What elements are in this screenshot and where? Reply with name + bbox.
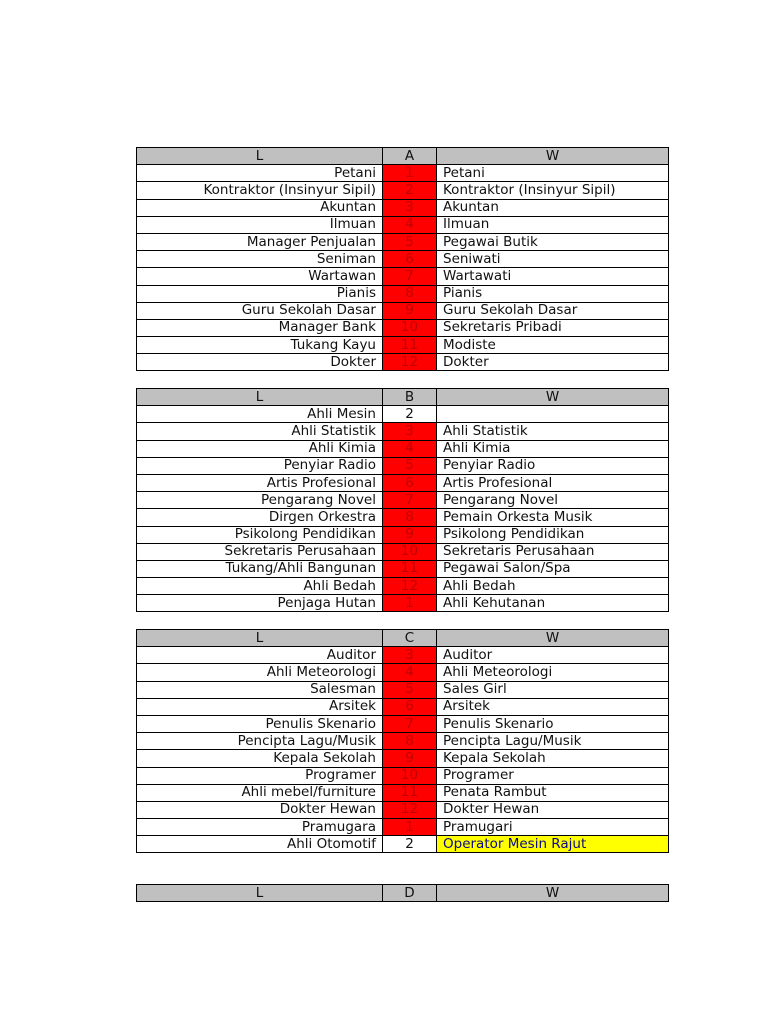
rank-cell[interactable]: 11 [383,784,437,801]
male-occupation-cell[interactable]: Pencipta Lagu/Musik [137,733,383,750]
rank-cell[interactable]: 8 [383,733,437,750]
male-occupation-cell[interactable]: Ahli Mesin [137,406,383,423]
table-row [137,423,669,440]
female-occupation-cell[interactable]: Dokter [437,354,669,371]
male-occupation-cell[interactable]: Tukang Kayu [137,337,383,354]
rank-cell[interactable]: 4 [383,664,437,681]
female-occupation-cell[interactable]: Kepala Sekolah [437,750,669,767]
rank-cell[interactable]: 9 [383,750,437,767]
table-row [137,165,669,182]
male-occupation-cell[interactable]: Ahli Statistik [137,423,383,440]
rank-cell[interactable]: 1 [383,819,437,836]
occupation-table [136,388,669,612]
female-occupation-cell[interactable]: Pemain Orkesta Musik [437,509,669,526]
male-occupation-cell[interactable]: Dirgen Orkestra [137,509,383,526]
female-occupation-cell[interactable]: Auditor [437,647,669,664]
female-occupation-cell[interactable]: Guru Sekolah Dasar [437,302,669,319]
male-occupation-cell[interactable]: Ahli Otomotif [137,836,383,853]
male-occupation-cell[interactable]: Arsitek [137,698,383,715]
table-row [137,647,669,664]
rank-cell[interactable]: 11 [383,337,437,354]
rank-cell[interactable]: 9 [383,302,437,319]
table-row [137,337,669,354]
header-l[interactable]: L [137,885,383,902]
table-row [137,836,669,853]
rank-cell[interactable]: 1 [383,165,437,182]
male-occupation-cell[interactable]: Ahli mebel/furniture [137,784,383,801]
male-occupation-cell[interactable]: Petani [137,165,383,182]
rank-cell[interactable]: 3 [383,199,437,216]
header-w[interactable]: W [437,148,669,165]
rank-cell[interactable]: 7 [383,268,437,285]
female-occupation-cell[interactable]: Wartawati [437,268,669,285]
rank-cell[interactable]: 2 [383,182,437,199]
table-row [137,543,669,560]
male-occupation-cell[interactable]: Dokter Hewan [137,801,383,818]
female-occupation-cell[interactable]: Ilmuan [437,216,669,233]
female-occupation-cell[interactable]: Sekretaris Pribadi [437,319,669,336]
table-header-row [137,885,669,902]
female-occupation-cell[interactable]: Artis Profesional [437,474,669,491]
male-occupation-cell[interactable]: Penyiar Radio [137,457,383,474]
table-row [137,750,669,767]
header-group[interactable]: A [383,148,437,165]
header-group[interactable]: D [383,885,437,902]
table-row [137,715,669,732]
rank-cell[interactable]: 12 [383,578,437,595]
female-occupation-cell[interactable]: Pengarang Novel [437,492,669,509]
rank-cell[interactable]: 2 [383,406,437,423]
table-row [137,492,669,509]
male-occupation-cell[interactable]: Auditor [137,647,383,664]
header-group[interactable]: B [383,389,437,406]
female-occupation-cell[interactable]: Ahli Statistik [437,423,669,440]
female-occupation-cell[interactable]: Pramugari [437,819,669,836]
rank-cell[interactable]: 10 [383,543,437,560]
female-occupation-cell[interactable]: Pianis [437,285,669,302]
table-row [137,406,669,423]
male-occupation-cell[interactable]: Guru Sekolah Dasar [137,302,383,319]
occupation-table [136,629,669,853]
table-row [137,681,669,698]
table-row [137,251,669,268]
male-occupation-cell[interactable]: Kontraktor (Insinyur Sipil) [137,182,383,199]
table-row [137,560,669,577]
male-occupation-cell[interactable]: Akuntan [137,199,383,216]
female-occupation-cell[interactable]: Akuntan [437,199,669,216]
female-occupation-cell[interactable]: Pegawai Butik [437,233,669,250]
table-row [137,457,669,474]
male-occupation-cell[interactable]: Kepala Sekolah [137,750,383,767]
table-row [137,509,669,526]
male-occupation-cell[interactable]: Manager Penjualan [137,233,383,250]
table-row [137,233,669,250]
rank-cell[interactable]: 4 [383,440,437,457]
male-occupation-cell[interactable]: Manager Bank [137,319,383,336]
female-occupation-cell[interactable]: Operator Mesin Rajut [437,836,669,853]
table-row [137,526,669,543]
female-occupation-cell[interactable]: Penyiar Radio [437,457,669,474]
table-row [137,474,669,491]
male-occupation-cell[interactable]: Ahli Bedah [137,578,383,595]
rank-cell[interactable]: 12 [383,801,437,818]
table-row [137,784,669,801]
female-occupation-cell[interactable]: Sekretaris Perusahaan [437,543,669,560]
female-occupation-cell[interactable]: Pegawai Salon/Spa [437,560,669,577]
table-row [137,440,669,457]
header-w[interactable]: W [437,630,669,647]
female-occupation-cell[interactable]: Modiste [437,337,669,354]
male-occupation-cell[interactable]: Wartawan [137,268,383,285]
rank-cell[interactable]: 3 [383,423,437,440]
female-occupation-cell[interactable]: Pencipta Lagu/Musik [437,733,669,750]
table-row [137,319,669,336]
header-l[interactable]: L [137,630,383,647]
header-w[interactable]: W [437,885,669,902]
rank-cell[interactable]: 9 [383,526,437,543]
rank-cell[interactable]: 3 [383,647,437,664]
male-occupation-cell[interactable]: Pengarang Novel [137,492,383,509]
male-occupation-cell[interactable]: Dokter [137,354,383,371]
female-occupation-cell[interactable]: Dokter Hewan [437,801,669,818]
rank-cell[interactable]: 1 [383,595,437,612]
rank-cell[interactable]: 6 [383,698,437,715]
table-row [137,182,669,199]
female-occupation-cell[interactable]: Sales Girl [437,681,669,698]
male-occupation-cell[interactable]: Ilmuan [137,216,383,233]
table-row [137,767,669,784]
male-occupation-cell[interactable]: Programer [137,767,383,784]
table-row [137,664,669,681]
table-row [137,216,669,233]
male-occupation-cell[interactable]: Tukang/Ahli Bangunan [137,560,383,577]
rank-cell[interactable]: 5 [383,681,437,698]
male-occupation-cell[interactable]: Pramugara [137,819,383,836]
occupation-table [136,884,669,902]
header-l[interactable]: L [137,148,383,165]
header-group[interactable]: C [383,630,437,647]
male-occupation-cell[interactable]: Pianis [137,285,383,302]
female-occupation-cell[interactable]: Kontraktor (Insinyur Sipil) [437,182,669,199]
male-occupation-cell[interactable]: Penjaga Hutan [137,595,383,612]
table-row [137,595,669,612]
rank-cell[interactable]: 5 [383,233,437,250]
table-row [137,733,669,750]
table-row [137,268,669,285]
table-row [137,285,669,302]
table-row [137,819,669,836]
header-w[interactable]: W [437,389,669,406]
female-occupation-cell[interactable] [437,406,669,423]
male-occupation-cell[interactable]: Ahli Kimia [137,440,383,457]
table-row [137,199,669,216]
female-occupation-cell[interactable]: Penata Rambut [437,784,669,801]
rank-cell[interactable]: 10 [383,319,437,336]
occupation-table [136,147,669,371]
male-occupation-cell[interactable]: Psikolong Pendidikan [137,526,383,543]
female-occupation-cell[interactable]: Ahli Kimia [437,440,669,457]
female-occupation-cell[interactable]: Seniwati [437,251,669,268]
male-occupation-cell[interactable]: Sekretaris Perusahaan [137,543,383,560]
table-row [137,578,669,595]
table-row [137,302,669,319]
table-header-row [137,630,669,647]
female-occupation-cell[interactable]: Ahli Meteorologi [437,664,669,681]
female-occupation-cell[interactable]: Programer [437,767,669,784]
male-occupation-cell[interactable]: Ahli Meteorologi [137,664,383,681]
rank-cell[interactable]: 10 [383,767,437,784]
table-row [137,801,669,818]
table-row [137,698,669,715]
female-occupation-cell[interactable]: Ahli Bedah [437,578,669,595]
rank-cell[interactable]: 5 [383,457,437,474]
header-l[interactable]: L [137,389,383,406]
rank-cell[interactable]: 6 [383,474,437,491]
female-occupation-cell[interactable]: Ahli Kehutanan [437,595,669,612]
rank-cell[interactable]: 6 [383,251,437,268]
rank-cell[interactable]: 12 [383,354,437,371]
rank-cell[interactable]: 2 [383,836,437,853]
table-header-row [137,148,669,165]
rank-cell[interactable]: 7 [383,492,437,509]
male-occupation-cell[interactable]: Seniman [137,251,383,268]
rank-cell[interactable]: 7 [383,715,437,732]
male-occupation-cell[interactable]: Penulis Skenario [137,715,383,732]
male-occupation-cell[interactable]: Artis Profesional [137,474,383,491]
female-occupation-cell[interactable]: Arsitek [437,698,669,715]
table-header-row [137,389,669,406]
male-occupation-cell[interactable]: Salesman [137,681,383,698]
rank-cell[interactable]: 11 [383,560,437,577]
table-row [137,354,669,371]
female-occupation-cell[interactable]: Penulis Skenario [437,715,669,732]
female-occupation-cell[interactable]: Petani [437,165,669,182]
rank-cell[interactable]: 8 [383,509,437,526]
rank-cell[interactable]: 8 [383,285,437,302]
female-occupation-cell[interactable]: Psikolong Pendidikan [437,526,669,543]
rank-cell[interactable]: 4 [383,216,437,233]
